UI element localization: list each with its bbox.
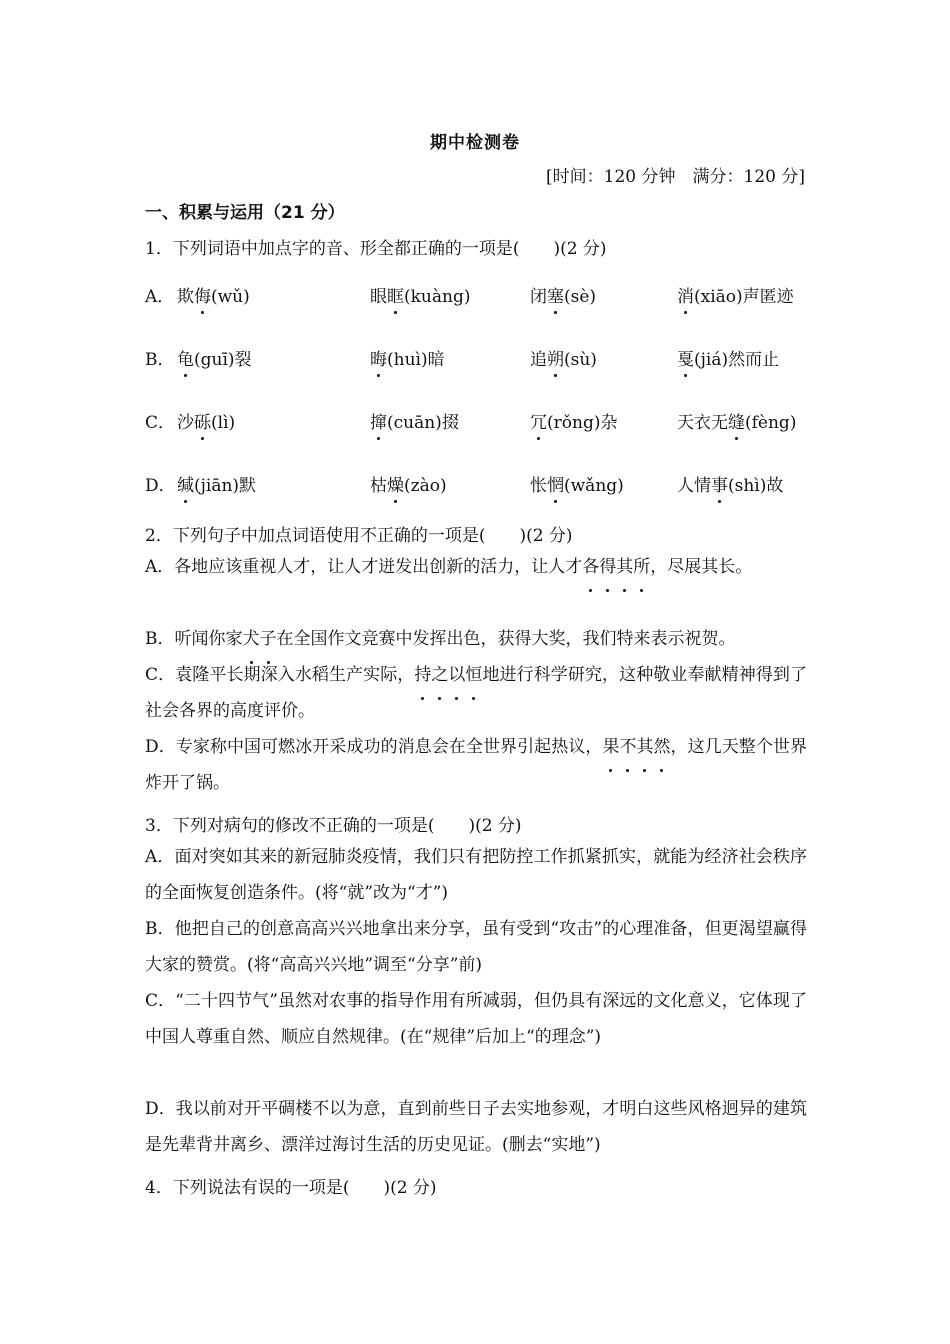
option-letter: C． bbox=[145, 413, 176, 433]
question-3-option-c: C．“二十四节气”虽然对农事的指导作用有所减弱，但仍具有深远的文化意义，它体现了中国人尊重自然、顺应自然规律。(在“规律”后加上“的理念”) bbox=[145, 991, 807, 1047]
word-entry: 龟(guī)裂 bbox=[177, 345, 252, 370]
word-entry: 天衣无缝(fèng) bbox=[677, 408, 796, 433]
dotted-character: 惘 bbox=[547, 471, 564, 496]
question-3-option-d: D．我以前对开平碉楼不以为意，直到前些日子去实地参观，才明白这些风格迥异的建筑是先辈背井离乡、漂洋过海讨生活的历史见证。(删去“实地”) bbox=[145, 1099, 807, 1155]
word-entry: 闭塞(sè) bbox=[530, 282, 596, 307]
dotted-phrase: 各得其所 bbox=[582, 557, 650, 577]
word-entry: 晦(huì)暗 bbox=[370, 345, 445, 370]
dotted-character: 龟 bbox=[177, 345, 194, 370]
dotted-character: 眶 bbox=[387, 282, 404, 307]
question-3-stem: 3．下列对病句的修改不正确的一项是( )(2 分) bbox=[145, 816, 522, 836]
question-3-option-a: A．面对突如其来的新冠肺炎疫情，我们只有把防控工作抓紧抓实，就能为经济社会秩序的全面恢复创造条件。(将“就”改为“才”) bbox=[145, 847, 807, 903]
dotted-phrase: 犬子 bbox=[243, 629, 277, 649]
dotted-character: 冗 bbox=[530, 408, 547, 433]
dotted-phrase: 果不其然 bbox=[602, 737, 670, 757]
section-heading: 一、积累与运用（21 分） bbox=[145, 203, 345, 223]
word-entry: 怅惘(wǎng) bbox=[530, 471, 624, 496]
word-entry: 冗(rǒng)杂 bbox=[530, 408, 617, 433]
dotted-character: 事 bbox=[711, 471, 728, 496]
word-entry: 撺(cuān)掇 bbox=[370, 408, 459, 433]
word-entry: 沙砾(lì) bbox=[177, 408, 235, 433]
question-2-option-a: A．各地应该重视人才，让人才迸发出创新的活力，让人才各得其所，尽展其长。 bbox=[145, 549, 807, 585]
word-entry: 缄(jiān)默 bbox=[177, 471, 256, 496]
word-entry: 戛(jiá)然而止 bbox=[677, 345, 779, 370]
option-letter: A． bbox=[145, 287, 175, 307]
dotted-character: 砾 bbox=[194, 408, 211, 433]
word-entry: 枯燥(zào) bbox=[370, 471, 447, 496]
option-letter: D． bbox=[145, 476, 176, 496]
dotted-character: 侮 bbox=[194, 282, 211, 307]
word-entry: 欺侮(wǔ) bbox=[177, 282, 250, 307]
exam-meta: [时间：120 分钟 满分：120 分] bbox=[546, 167, 805, 187]
option-letter: B． bbox=[145, 350, 175, 370]
dotted-character: 戛 bbox=[677, 345, 694, 370]
dotted-phrase: 持之以恒 bbox=[414, 665, 482, 685]
dotted-character: 塞 bbox=[547, 282, 564, 307]
dotted-character: 燥 bbox=[387, 471, 404, 496]
question-2-option-d: D．专家称中国可燃冰开采成功的消息会在全世界引起热议，果不其然，这几天整个世界炸开了锅。 bbox=[145, 729, 807, 801]
word-entry: 眼眶(kuàng) bbox=[370, 282, 470, 307]
dotted-character: 消 bbox=[677, 282, 694, 307]
question-4-stem: 4．下列说法有误的一项是( )(2 分) bbox=[145, 1178, 437, 1198]
question-3-option-b: B．他把自己的创意高高兴兴地拿出来分享，虽有受到“攻击”的心理准备，但更渴望赢得大家的赞赏。(将“高高兴兴地”调至“分享”前) bbox=[145, 919, 807, 975]
question-1-stem: 1．下列词语中加点字的音、形全都正确的一项是( )(2 分) bbox=[145, 239, 607, 259]
dotted-character: 缝 bbox=[728, 408, 745, 433]
dotted-character: 晦 bbox=[370, 345, 387, 370]
dotted-character: 朔 bbox=[547, 345, 564, 370]
question-2-option-c: C．袁隆平长期深入水稻生产实际，持之以恒地进行科学研究，这种敬业奉献精神得到了社会各界的高度评价。 bbox=[145, 657, 807, 729]
dotted-character: 缄 bbox=[177, 471, 194, 496]
word-entry: 消(xiāo)声匿迹 bbox=[677, 282, 794, 307]
word-entry: 追朔(sù) bbox=[530, 345, 597, 370]
dotted-character: 撺 bbox=[370, 408, 387, 433]
question-2-option-b: B．听闻你家犬子在全国作文竞赛中发挥出色，获得大奖，我们特来表示祝贺。 bbox=[145, 621, 807, 657]
page-title: 期中检测卷 bbox=[430, 133, 520, 153]
word-entry: 人情事(shì)故 bbox=[677, 471, 783, 496]
question-2-stem: 2．下列句子中加点词语使用不正确的一项是( )(2 分) bbox=[145, 526, 573, 546]
